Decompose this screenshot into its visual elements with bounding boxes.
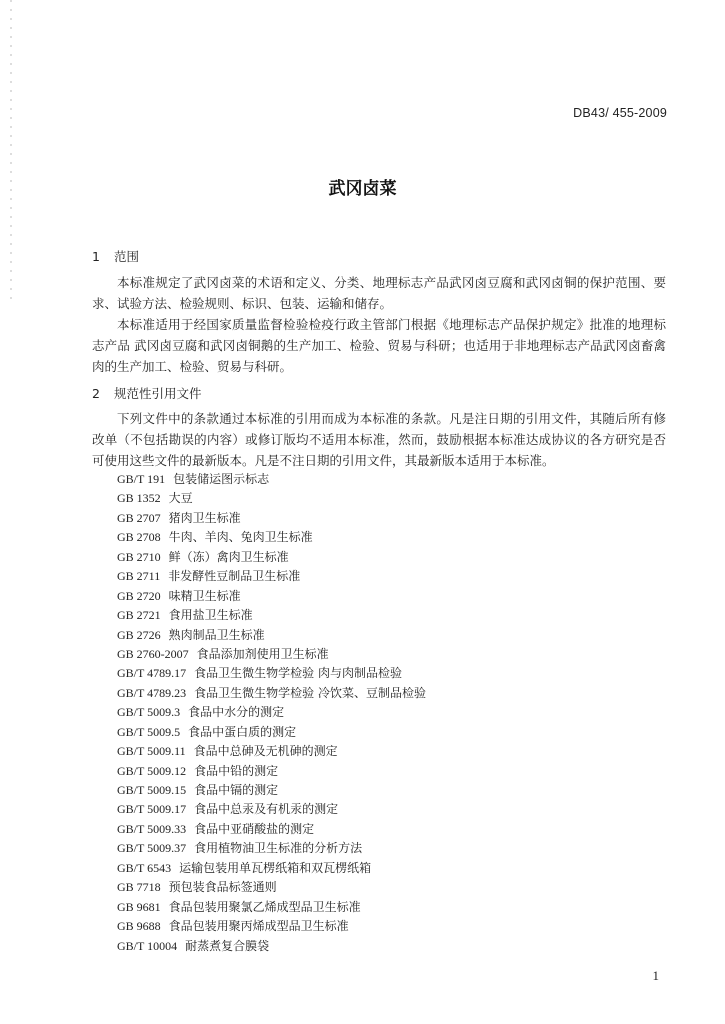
reference-code: GB/T 4789.17 <box>117 666 187 681</box>
reference-name: 食品中水分的测定 <box>188 705 285 720</box>
reference-item <box>117 859 426 878</box>
reference-code: GB 2720 <box>117 588 161 603</box>
reference-code: GB 2707 <box>117 510 161 525</box>
document-code: DB43/ 455-2009 <box>573 106 667 120</box>
reference-item <box>117 645 426 664</box>
section-heading-scope <box>92 247 139 265</box>
scope-paragraph-1: 本标准规定了武冈卤菜的术语和定义、分类、地理标志产品武冈卤豆腐和武冈卤铜的保护范围、要求、试验方法、检验规则、标识、包装、运输和储存。 <box>92 275 666 311</box>
reference-item <box>117 800 426 819</box>
reference-name: 食用植物油卫生标准的分析方法 <box>194 841 363 856</box>
reference-name: 牛肉、羊肉、兔肉卫生标准 <box>168 530 313 545</box>
section-number: 2 <box>92 386 100 401</box>
reference-item <box>117 684 426 703</box>
reference-item <box>117 878 426 897</box>
reference-code: GB/T 191 <box>117 472 166 486</box>
reference-code: GB/T 6543 <box>117 860 172 875</box>
reference-item <box>117 820 426 839</box>
reference-code: GB 9681 <box>117 899 161 914</box>
reference-code: GB 2760-2007 <box>117 646 189 661</box>
reference-item <box>117 917 426 936</box>
reference-code: GB/T 5009.11 <box>117 744 186 759</box>
reference-item <box>117 587 426 606</box>
reference-name: 食品中亚硝酸盐的测定 <box>194 821 315 836</box>
reference-item <box>117 606 426 625</box>
reference-name: 食品卫生微生物学检验 肉与肉制品检验 <box>194 666 402 681</box>
section-heading-references <box>92 384 202 402</box>
reference-item <box>117 839 426 858</box>
reference-name: 食品包装用聚丙烯成型品卫生标准 <box>168 919 349 934</box>
reference-name: 包装储运图示标志 <box>173 472 270 486</box>
reference-name: 鲜（冻）禽肉卫生标准 <box>168 549 289 564</box>
reference-item <box>117 742 426 761</box>
reference-code: GB/T 5009.17 <box>117 802 187 817</box>
reference-item <box>117 937 426 956</box>
reference-item <box>117 470 426 489</box>
reference-code: GB/T 5009.3 <box>117 705 181 720</box>
reference-code: GB/T 4789.23 <box>117 685 187 700</box>
reference-item <box>117 723 426 742</box>
document-title: 武冈卤菜 <box>328 179 397 199</box>
reference-item <box>117 489 426 508</box>
reference-code: GB 2708 <box>117 530 161 545</box>
reference-name: 熟肉制品卫生标准 <box>168 627 265 642</box>
reference-code: GB 2726 <box>117 627 161 642</box>
reference-item <box>117 781 426 800</box>
reference-code: GB 2710 <box>117 549 161 564</box>
reference-item <box>117 664 426 683</box>
scan-edge-artifact <box>10 0 12 300</box>
reference-name: 食品中蛋白质的测定 <box>188 724 297 739</box>
reference-item <box>117 509 426 528</box>
reference-name: 预包装食品标签通则 <box>168 880 277 895</box>
reference-name: 食品添加剂使用卫生标准 <box>196 646 329 661</box>
section-title: 范围 <box>114 249 140 264</box>
reference-name: 食用盐卫生标准 <box>168 608 253 623</box>
reference-name: 运输包装用单瓦楞纸箱和双瓦楞纸箱 <box>179 860 372 875</box>
reference-code: GB/T 5009.33 <box>117 821 187 836</box>
reference-code: GB 1352 <box>117 491 161 506</box>
reference-code: GB 2711 <box>117 569 161 584</box>
reference-name: 食品包装用聚氯乙烯成型品卫生标准 <box>168 899 361 914</box>
reference-name: 猪肉卫生标准 <box>168 510 241 525</box>
reference-code: GB 9688 <box>117 919 161 934</box>
reference-item <box>117 898 426 917</box>
references-intro-paragraph: 下列文件中的条款通过本标准的引用而成为本标准的条款。凡是注日期的引用文件，其随后所有修改单（不包括勘误的内容）或修订版均不适用本标准，然而，鼓励根据本标准达成协议的各方研究是否可使用这些文件的最新版本。凡是不注日期的引用文件，其最新版本适用于本标准。 <box>92 411 666 468</box>
reference-name: 味精卫生标准 <box>168 588 241 603</box>
reference-item <box>117 567 426 586</box>
reference-item <box>117 762 426 781</box>
reference-list <box>117 470 426 956</box>
section-number: 1 <box>92 249 100 264</box>
reference-name: 大豆 <box>168 491 193 506</box>
reference-name: 食品中总汞及有机汞的测定 <box>194 802 339 817</box>
reference-code: GB/T 10004 <box>117 938 178 953</box>
scope-paragraph-2: 本标准适用于经国家质量监督检验检疫行政主管部门根据《地理标志产品保护规定》批准的地理标志产品 武冈卤豆腐和武冈卤铜鹅的生产加工、检验、贸易与科研；也适用于非地理标志产品武冈卤畜禽肉的生产加工、检验、贸易与科研。 <box>92 317 666 374</box>
reference-code: GB 7718 <box>117 880 161 895</box>
reference-name: 食品中铅的测定 <box>194 763 279 778</box>
reference-item <box>117 703 426 722</box>
reference-code: GB/T 5009.37 <box>117 841 187 856</box>
reference-item <box>117 528 426 547</box>
section-title: 规范性引用文件 <box>114 386 202 401</box>
reference-code: GB 2721 <box>117 608 161 623</box>
reference-code: GB/T 5009.5 <box>117 724 181 739</box>
reference-name: 食品中总砷及无机砷的测定 <box>193 744 338 759</box>
reference-name: 食品中镉的测定 <box>194 783 279 797</box>
page-number: 1 <box>652 968 659 983</box>
reference-item <box>117 626 426 645</box>
reference-code: GB/T 5009.12 <box>117 763 187 778</box>
reference-item <box>117 548 426 567</box>
reference-code: GB/T 5009.15 <box>117 783 187 797</box>
reference-name: 食品卫生微生物学检验 冷饮菜、豆制品检验 <box>194 685 426 700</box>
reference-name: 耐蒸煮复合膜袋 <box>185 938 270 953</box>
reference-name: 非发酵性豆制品卫生标准 <box>168 569 301 584</box>
